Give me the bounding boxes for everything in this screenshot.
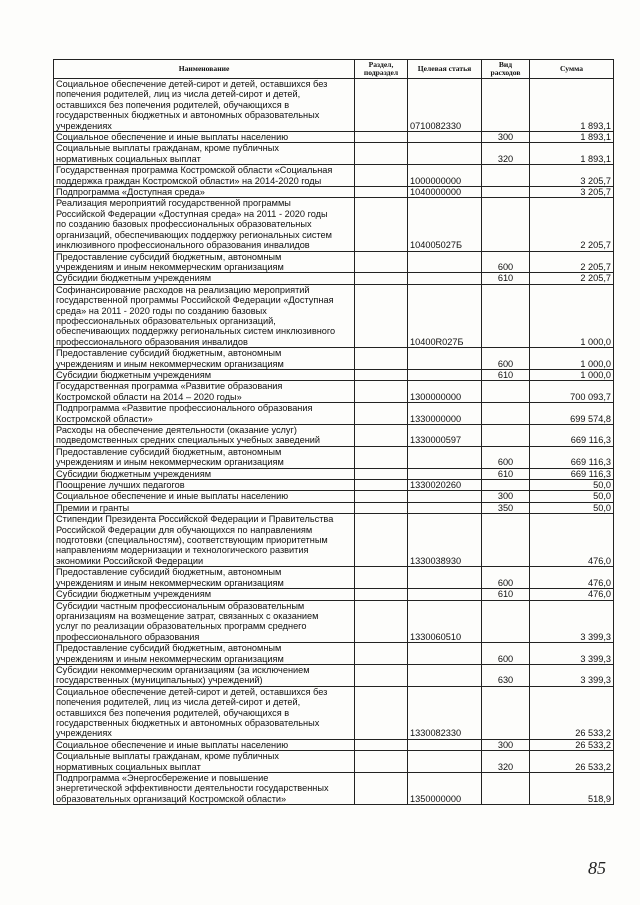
table-row <box>54 143 614 165</box>
row-sum-cell: 1 000,0 <box>530 284 614 347</box>
table-row <box>54 751 614 773</box>
table-row <box>54 273 614 284</box>
row-kind-cell: 320 <box>482 143 530 165</box>
row-sum-cell: 26 533,2 <box>530 751 614 773</box>
row-kind-cell: 600 <box>482 567 530 589</box>
row-target-cell <box>408 502 482 513</box>
row-section-cell <box>355 773 408 805</box>
row-kind-cell <box>482 187 530 198</box>
row-sum-cell: 518,9 <box>530 773 614 805</box>
row-kind-cell <box>482 514 530 567</box>
row-name-cell: Стипендии Президента Российской Федерации и Правительства Российской Федерации для обучающихся по направлениям подготовки (специальностям), соответствующим приоритетным направлениям модернизации и технологического развития экономики Российской Федерации <box>54 514 355 567</box>
row-name-cell: Социальные выплаты гражданам, кроме публичных нормативных социальных выплат <box>54 143 355 165</box>
table-row <box>54 165 614 187</box>
row-section-cell <box>355 600 408 643</box>
row-name-cell: Социальное обеспечение и иные выплаты населению <box>54 132 355 143</box>
row-kind-cell <box>482 381 530 403</box>
table-row <box>54 502 614 513</box>
row-sum-cell: 50,0 <box>530 480 614 491</box>
row-section-cell <box>355 589 408 600</box>
row-target-cell: 1330060510 <box>408 600 482 643</box>
table-row <box>54 773 614 805</box>
row-name-cell: Поощрение лучших педагогов <box>54 480 355 491</box>
row-section-cell <box>355 273 408 284</box>
row-target-cell: 1330000000 <box>408 403 482 425</box>
row-kind-cell <box>482 403 530 425</box>
table-row <box>54 643 614 665</box>
header-name: Наименование <box>54 60 355 79</box>
table-row <box>54 369 614 380</box>
table-row <box>54 425 614 447</box>
row-kind-cell: 300 <box>482 739 530 750</box>
row-target-cell: 1040000000 <box>408 187 482 198</box>
row-name-cell: Предоставление субсидий бюджетным, автономным учреждениям и иным некоммерческим организациям <box>54 643 355 665</box>
row-sum-cell: 2 205,7 <box>530 198 614 251</box>
table-row <box>54 514 614 567</box>
table-row <box>54 79 614 132</box>
header-sum: Сумма <box>530 60 614 79</box>
row-kind-cell: 610 <box>482 468 530 479</box>
row-section-cell <box>355 468 408 479</box>
table-row <box>54 600 614 643</box>
row-sum-cell: 50,0 <box>530 491 614 502</box>
row-sum-cell: 3 399,3 <box>530 643 614 665</box>
row-kind-cell: 600 <box>482 643 530 665</box>
row-sum-cell: 669 116,3 <box>530 446 614 468</box>
row-name-cell: Предоставление субсидий бюджетным, автономным учреждениям и иным некоммерческим организациям <box>54 251 355 273</box>
row-kind-cell: 610 <box>482 589 530 600</box>
row-kind-cell <box>482 600 530 643</box>
row-name-cell: Социальные выплаты гражданам, кроме публичных нормативных социальных выплат <box>54 751 355 773</box>
row-section-cell <box>355 381 408 403</box>
row-section-cell <box>355 251 408 273</box>
row-target-cell: 1330082330 <box>408 686 482 739</box>
row-section-cell <box>355 480 408 491</box>
row-name-cell: Подпрограмма «Развитие профессионального образования Костромской области» <box>54 403 355 425</box>
table-header-row <box>54 60 614 79</box>
row-section-cell <box>355 198 408 251</box>
row-kind-cell: 600 <box>482 446 530 468</box>
row-section-cell <box>355 751 408 773</box>
row-name-cell: Социальное обеспечение детей-сирот и детей, оставшихся без попечения родителей, лиц из числа детей-сирот и детей, оставшихся без попечения родителей, обучающихся в государственных бюджетных и автономных образовательных учреждениях <box>54 79 355 132</box>
row-sum-cell: 669 116,3 <box>530 468 614 479</box>
header-target: Целевая статья <box>408 60 482 79</box>
row-kind-cell <box>482 773 530 805</box>
row-target-cell <box>408 643 482 665</box>
row-name-cell: Субсидии бюджетным учреждениям <box>54 468 355 479</box>
table-row <box>54 251 614 273</box>
table-row <box>54 284 614 347</box>
table-row <box>54 403 614 425</box>
table-row <box>54 381 614 403</box>
table-row <box>54 187 614 198</box>
header-section: Раздел, подраздел <box>355 60 408 79</box>
row-target-cell: 10400R027Б <box>408 284 482 347</box>
row-target-cell <box>408 739 482 750</box>
row-sum-cell: 699 574,8 <box>530 403 614 425</box>
row-kind-cell: 350 <box>482 502 530 513</box>
row-section-cell <box>355 165 408 187</box>
row-kind-cell <box>482 165 530 187</box>
row-target-cell: 1330038930 <box>408 514 482 567</box>
row-target-cell <box>408 132 482 143</box>
row-section-cell <box>355 514 408 567</box>
table-row <box>54 739 614 750</box>
row-name-cell: Подпрограмма «Энергосбережение и повышение энергетической эффективности деятельности государственных образовательных организаций Костромской области» <box>54 773 355 805</box>
row-section-cell <box>355 284 408 347</box>
row-kind-cell <box>482 686 530 739</box>
row-name-cell: Социальное обеспечение детей-сирот и детей, оставшихся без попечения родителей, лиц из числа детей-сирот и детей, оставшихся без попечения родителей, обучающихся в государственных бюджетных и автономных образовательных учреждениях <box>54 686 355 739</box>
row-name-cell: Социальное обеспечение и иные выплаты населению <box>54 739 355 750</box>
table-body <box>54 79 614 805</box>
row-section-cell <box>355 187 408 198</box>
row-name-cell: Реализация мероприятий государственной программы Российской Федерации «Доступная среда» на 2011 - 2020 годы по созданию базовых профессиональных образовательных организаций, обеспечивающих поддержку региональных систем инклюзивного профессионального образования инвалидов <box>54 198 355 251</box>
row-kind-cell: 320 <box>482 751 530 773</box>
row-name-cell: Субсидии бюджетным учреждениям <box>54 589 355 600</box>
row-target-cell: 1330020260 <box>408 480 482 491</box>
row-target-cell: 1330000597 <box>408 425 482 447</box>
row-section-cell <box>355 643 408 665</box>
row-name-cell: Подпрограмма «Доступная среда» <box>54 187 355 198</box>
table-row <box>54 567 614 589</box>
row-sum-cell: 476,0 <box>530 514 614 567</box>
budget-table <box>53 59 614 805</box>
page-number: 85 <box>588 858 606 878</box>
header-kind: Вид расходов <box>482 60 530 79</box>
row-name-cell: Субсидии частным профессиональным образовательным организациям на возмещение затрат, связанных с оказанием услуг по реализации образовательных программ среднего профессионального образования <box>54 600 355 643</box>
row-section-cell <box>355 348 408 370</box>
row-section-cell <box>355 491 408 502</box>
row-kind-cell <box>482 198 530 251</box>
row-section-cell <box>355 567 408 589</box>
table-row <box>54 664 614 686</box>
row-target-cell <box>408 664 482 686</box>
row-target-cell: 1300000000 <box>408 381 482 403</box>
row-target-cell <box>408 567 482 589</box>
row-sum-cell: 3 399,3 <box>530 600 614 643</box>
row-sum-cell: 700 093,7 <box>530 381 614 403</box>
row-section-cell <box>355 132 408 143</box>
row-sum-cell: 3 399,3 <box>530 664 614 686</box>
table-row <box>54 686 614 739</box>
row-target-cell <box>408 348 482 370</box>
row-sum-cell: 1 893,1 <box>530 143 614 165</box>
row-section-cell <box>355 686 408 739</box>
row-target-cell <box>408 369 482 380</box>
row-sum-cell: 476,0 <box>530 589 614 600</box>
row-sum-cell: 1 000,0 <box>530 369 614 380</box>
row-name-cell: Софинансирование расходов на реализацию мероприятий государственной программы Российской Федерации «Доступная среда» на 2011 - 2020 годы по созданию базовых профессиональных образовательных организаций, обеспечивающих поддержку региональных систем инклюзивного профессионального образования инвалидов <box>54 284 355 347</box>
row-target-cell <box>408 446 482 468</box>
row-sum-cell: 1 893,1 <box>530 79 614 132</box>
row-kind-cell: 600 <box>482 251 530 273</box>
row-kind-cell <box>482 79 530 132</box>
row-kind-cell <box>482 425 530 447</box>
row-name-cell: Премии и гранты <box>54 502 355 513</box>
row-name-cell: Субсидии бюджетным учреждениям <box>54 273 355 284</box>
row-target-cell: 104005027Б <box>408 198 482 251</box>
row-target-cell <box>408 273 482 284</box>
row-target-cell: 1350000000 <box>408 773 482 805</box>
row-kind-cell: 300 <box>482 132 530 143</box>
row-kind-cell <box>482 480 530 491</box>
row-sum-cell: 2 205,7 <box>530 251 614 273</box>
row-name-cell: Предоставление субсидий бюджетным, автономным учреждениям и иным некоммерческим организациям <box>54 446 355 468</box>
row-name-cell: Расходы на обеспечение деятельности (оказание услуг) подведомственных средних специальных учебных заведений <box>54 425 355 447</box>
table-row <box>54 468 614 479</box>
table-row <box>54 348 614 370</box>
row-sum-cell: 669 116,3 <box>530 425 614 447</box>
row-target-cell <box>408 468 482 479</box>
row-target-cell <box>408 251 482 273</box>
row-name-cell: Государственная программа Костромской области «Социальная поддержка граждан Костромской области» на 2014-2020 годы <box>54 165 355 187</box>
row-name-cell: Социальное обеспечение и иные выплаты населению <box>54 491 355 502</box>
row-section-cell <box>355 425 408 447</box>
row-section-cell <box>355 143 408 165</box>
table-row <box>54 589 614 600</box>
row-kind-cell <box>482 284 530 347</box>
row-kind-cell: 300 <box>482 491 530 502</box>
row-section-cell <box>355 446 408 468</box>
row-sum-cell: 1 893,1 <box>530 132 614 143</box>
row-name-cell: Предоставление субсидий бюджетным, автономным учреждениям и иным некоммерческим организациям <box>54 567 355 589</box>
row-sum-cell: 26 533,2 <box>530 739 614 750</box>
row-target-cell <box>408 143 482 165</box>
row-section-cell <box>355 79 408 132</box>
table-row <box>54 132 614 143</box>
row-sum-cell: 50,0 <box>530 502 614 513</box>
row-sum-cell: 2 205,7 <box>530 273 614 284</box>
row-kind-cell: 630 <box>482 664 530 686</box>
table-row <box>54 480 614 491</box>
row-section-cell <box>355 403 408 425</box>
row-name-cell: Субсидии некоммерческим организациям (за исключением государственных (муниципальных) учреждений) <box>54 664 355 686</box>
table-row <box>54 446 614 468</box>
row-target-cell <box>408 589 482 600</box>
row-target-cell: 0710082330 <box>408 79 482 132</box>
row-section-cell <box>355 739 408 750</box>
row-name-cell: Субсидии бюджетным учреждениям <box>54 369 355 380</box>
row-section-cell <box>355 369 408 380</box>
row-section-cell <box>355 502 408 513</box>
row-target-cell <box>408 491 482 502</box>
row-name-cell: Государственная программа «Развитие образования Костромской области на 2014 – 2020 годы» <box>54 381 355 403</box>
table-row <box>54 491 614 502</box>
row-kind-cell: 600 <box>482 348 530 370</box>
row-kind-cell: 610 <box>482 273 530 284</box>
row-section-cell <box>355 664 408 686</box>
row-sum-cell: 26 533,2 <box>530 686 614 739</box>
row-sum-cell: 3 205,7 <box>530 187 614 198</box>
row-kind-cell: 610 <box>482 369 530 380</box>
row-sum-cell: 476,0 <box>530 567 614 589</box>
row-sum-cell: 1 000,0 <box>530 348 614 370</box>
row-name-cell: Предоставление субсидий бюджетным, автономным учреждениям и иным некоммерческим организациям <box>54 348 355 370</box>
row-target-cell: 1000000000 <box>408 165 482 187</box>
table-row <box>54 198 614 251</box>
row-target-cell <box>408 751 482 773</box>
row-sum-cell: 3 205,7 <box>530 165 614 187</box>
